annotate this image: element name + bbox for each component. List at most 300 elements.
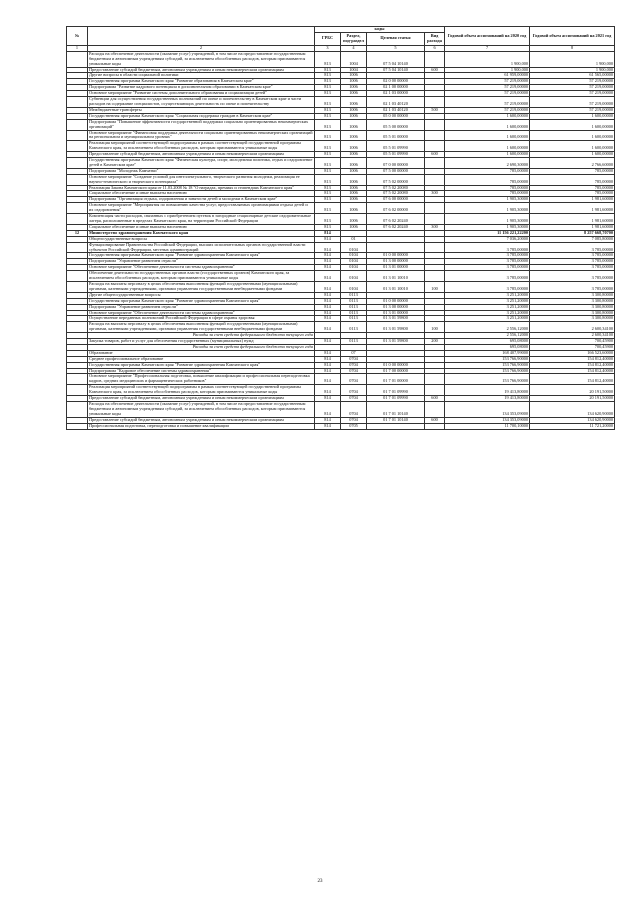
row-sum-2021: 1 600,00000 xyxy=(530,141,615,152)
row-grbs: 814 xyxy=(315,316,341,322)
row-name: Профессиональная подготовка, переподготовка и повышение квалификации xyxy=(88,423,315,429)
row-name: Государственная программа Камчатского края "Развитие образования в Камчатском крае" xyxy=(88,79,315,85)
row-name: Расходы за счет средств федерального бюджета текущего года xyxy=(88,333,315,339)
row-number xyxy=(67,385,88,396)
row-name: Государственная программа Камчатского края "Физическая культура, спорт, молодежная политика, отдых и оздоровление детей в Камчатском крае" xyxy=(88,158,315,169)
row-target-article: 05 5 01 00000 xyxy=(367,130,425,141)
header-num: № xyxy=(67,27,88,46)
row-number xyxy=(67,242,88,253)
row-grbs: 814 xyxy=(315,374,341,385)
row-sum-2021: 3 785,00000 xyxy=(530,253,615,259)
row-razdel: 0104 xyxy=(341,265,367,271)
row-razdel: 1006 xyxy=(341,130,367,141)
row-razdel: 0104 xyxy=(341,242,367,253)
row-name: Образование xyxy=(88,350,315,356)
row-sum-2021: 3 785,00000 xyxy=(530,271,615,282)
row-sum-2021: 134 620,90000 xyxy=(530,417,615,423)
table-row xyxy=(67,97,615,108)
row-name: Расходы на выплаты персоналу в целях обеспечения выполнения функций государственными (муниципальными) органами, казенными учреждениями, органами управления государственными внебюджетными фондами xyxy=(88,281,315,292)
row-target-article: 01 3 01 00000 xyxy=(367,265,425,271)
row-razdel: 0104 xyxy=(341,259,367,265)
row-sum-2020: 57 219,00000 xyxy=(445,107,530,113)
row-name: Министерство здравоохранения Камчатского края xyxy=(88,230,315,236)
row-razdel: 0704 xyxy=(341,417,367,423)
row-sum-2021: 154 812,40000 xyxy=(530,368,615,374)
table-row xyxy=(67,119,615,130)
table-row xyxy=(67,214,615,225)
row-sum-2021: 1 981,60000 xyxy=(530,214,615,225)
row-sum-2020: 19 413,80000 xyxy=(445,396,530,402)
row-razdel: 1006 xyxy=(341,197,367,203)
row-grbs: 814 xyxy=(315,265,341,271)
row-sum-2021: 154 812,40000 xyxy=(530,362,615,368)
row-razdel: 0104 xyxy=(341,253,367,259)
row-sum-2020: 695,08000 xyxy=(445,344,530,350)
row-sum-2021: 785,00000 xyxy=(530,185,615,191)
row-sum-2020: 3 251,20000 xyxy=(445,292,530,298)
row-grbs: 813 xyxy=(315,97,341,108)
row-target-article: 05 0 00 00000 xyxy=(367,113,425,119)
row-sum-2020: 153 766,90000 xyxy=(445,356,530,362)
row-sum-2020: 3 785,00000 xyxy=(445,281,530,292)
row-target-article: 02 0 00 00000 xyxy=(367,79,425,85)
row-expense-type xyxy=(425,242,445,253)
row-name: Расходы за счет средств федерального бюджета текущего года xyxy=(88,344,315,350)
row-grbs: 813 xyxy=(315,197,341,203)
row-target-article: 07 6 02 20240 xyxy=(367,214,425,225)
row-grbs: 814 xyxy=(315,298,341,304)
row-grbs: 814 xyxy=(315,322,341,333)
column-index-cell: 3 xyxy=(315,45,341,51)
row-target-article: 07 0 00 00000 xyxy=(367,158,425,169)
row-name: Межбюджетные трансферты xyxy=(88,107,315,113)
row-number xyxy=(67,119,88,130)
row-expense-type xyxy=(425,158,445,169)
row-name: Расходы на обеспечение деятельности (оказание услуг) учреждений, в том числе на предоставление государственным бюджетным и автономным учреждениям субсидий, за исключением обособленных расходов, которым присваиваются уникальные коды xyxy=(88,402,315,418)
row-sum-2020: 3 251,20000 xyxy=(445,310,530,316)
row-sum-2020: 153 766,90000 xyxy=(445,374,530,385)
row-sum-2020: 3 785,00000 xyxy=(445,253,530,259)
row-expense-type xyxy=(425,385,445,396)
row-name: Расходы на выплаты персоналу в целях обеспечения выполнения функций государственными (муниципальными) органами, казенными учреждениями, органами управления государственными внебюджетными фондами xyxy=(88,322,315,333)
row-expense-type: 600 xyxy=(425,396,445,402)
header-expense-type: Вид расхода xyxy=(425,32,445,45)
row-name: Государственная программа Камчатского края "Развитие здравоохранения Камчатского края" xyxy=(88,362,315,368)
row-sum-2020: 1 600,00000 xyxy=(445,119,530,130)
row-sum-2020: 785,00000 xyxy=(445,174,530,185)
row-grbs: 814 xyxy=(315,292,341,298)
row-sum-2021: 61 565,00000 xyxy=(530,73,615,79)
row-name: Социальное обеспечение и иные выплаты населению xyxy=(88,224,315,230)
row-sum-2020: 3 251,20000 xyxy=(445,316,530,322)
row-razdel: 1006 xyxy=(341,168,367,174)
row-razdel: 0704 xyxy=(341,368,367,374)
row-razdel: 0113 xyxy=(341,298,367,304)
row-name: Основное мероприятие "Финансовая поддержка деятельности социально ориентированных некоммерческих организаций на региональном и муниципальном уровнях" xyxy=(89,130,313,140)
row-expense-type: 300 xyxy=(425,191,445,197)
table-row xyxy=(67,402,615,418)
row-number xyxy=(67,158,88,169)
row-sum-2021: 1 981,60000 xyxy=(530,197,615,203)
row-sum-2021: 3 300,80000 xyxy=(530,310,615,316)
row-name: Предоставление субсидий бюджетным, автономным учреждениям и иным некоммерческим организациям xyxy=(88,152,315,158)
row-sum-2021: 700,45900 xyxy=(530,344,615,350)
row-grbs: 814 xyxy=(315,339,341,345)
row-expense-type: 600 xyxy=(425,417,445,423)
column-index-cell: 4 xyxy=(341,45,367,51)
row-target-article: 01 3 01 00000 xyxy=(367,310,425,316)
table-row xyxy=(67,141,615,152)
row-target-article: 01 0 00 00000 xyxy=(367,362,425,368)
row-razdel: 1006 xyxy=(341,203,367,214)
row-sum-2020: 3 785,00000 xyxy=(445,259,530,265)
table-row xyxy=(67,174,615,185)
row-sum-2020: 153 766,90000 xyxy=(445,362,530,368)
row-sum-2021: 134 620,90000 xyxy=(530,402,615,418)
table-row xyxy=(67,374,615,385)
row-grbs: 814 xyxy=(315,396,341,402)
row-grbs: 814 xyxy=(315,253,341,259)
row-target-article: 01 0 00 00000 xyxy=(367,253,425,259)
row-expense-type xyxy=(425,130,445,141)
row-target-article: 01 7 01 09990 xyxy=(367,385,425,396)
row-sum-2020: 1 600,00000 xyxy=(445,113,530,119)
row-target-article: 01 7 01 00000 xyxy=(367,374,425,385)
table-row xyxy=(67,158,615,169)
row-sum-2020: 11 700,10000 xyxy=(445,423,530,429)
row-sum-2020: 1 900,000 xyxy=(445,67,530,73)
row-sum-2020: 19 413,80000 xyxy=(445,385,530,396)
row-sum-2020: 57 219,00000 xyxy=(445,97,530,108)
row-grbs: 813 xyxy=(315,130,341,141)
row-number xyxy=(67,203,88,214)
row-grbs: 814 xyxy=(315,356,341,362)
row-target-article: 01 3 01 59800 xyxy=(367,316,425,322)
row-sum-2020: 153 766,90000 xyxy=(445,368,530,374)
row-grbs: 813 xyxy=(315,67,341,73)
row-name: Основное мероприятие "Развитие системы дополнительного образования и социализации детей" xyxy=(88,91,315,97)
row-sum-2020: 3 785,00000 xyxy=(445,265,530,271)
row-expense-type xyxy=(425,402,445,418)
table-row xyxy=(67,242,615,253)
row-razdel: 0113 xyxy=(341,304,367,310)
row-sum-2021: 785,00000 xyxy=(530,168,615,174)
row-target-article: 01 7 01 10140 xyxy=(367,417,425,423)
row-sum-2021: 1 981,60000 xyxy=(530,203,615,214)
row-grbs: 813 xyxy=(315,91,341,97)
row-sum-2020: 3 251,20000 xyxy=(445,298,530,304)
row-target-article: 05 5 01 09990 xyxy=(367,141,425,152)
row-sum-2020: 134 353,09000 xyxy=(445,417,530,423)
row-target-article: 05 5 01 09990 xyxy=(367,152,425,158)
row-sum-2020: 1 600,00000 xyxy=(445,141,530,152)
row-expense-type xyxy=(425,51,445,67)
header-sum-2020: Годовой объем ассигнований на 2020 год xyxy=(445,27,530,46)
row-grbs: 813 xyxy=(315,119,341,130)
row-name: Предоставление субсидий бюджетным, автономным учреждениям и иным некоммерческим организациям xyxy=(88,417,315,423)
row-razdel: 0113 xyxy=(341,310,367,316)
row-sum-2020: 695,08000 xyxy=(445,339,530,345)
row-razdel: 1006 xyxy=(341,224,367,230)
table-row xyxy=(67,130,615,141)
row-expense-type xyxy=(425,203,445,214)
row-razdel: 0704 xyxy=(341,385,367,396)
row-sum-2020: 1 900,000 xyxy=(445,51,530,67)
row-razdel: 1004 xyxy=(341,51,367,67)
row-grbs: 814 xyxy=(315,417,341,423)
header-codes: коды xyxy=(315,27,445,33)
row-sum-2020: 3 251,20000 xyxy=(445,304,530,310)
row-expense-type: 600 xyxy=(425,152,445,158)
table-row xyxy=(67,271,615,282)
table-row xyxy=(67,322,615,333)
row-target-article: 07 5 00 00000 xyxy=(367,168,425,174)
header-grbs: ГРБС xyxy=(315,32,341,45)
row-razdel: 1006 xyxy=(341,85,367,91)
row-sum-2021: 3 785,00000 xyxy=(530,265,615,271)
row-grbs: 813 xyxy=(315,73,341,79)
row-razdel: 1006 xyxy=(341,214,367,225)
row-name: Другие вопросы в области социальной политики xyxy=(88,73,315,79)
row-grbs: 813 xyxy=(315,203,341,214)
row-name: Закупка товаров, работ и услуг для обеспечения государственных (муниципальных) нужд xyxy=(88,339,315,345)
table-row xyxy=(67,203,615,214)
row-name: Обеспечение деятельности государственных органов власти (государственных органов) Камчатского края, за исключением обособленных расходов, которым присваиваются уникальные коды xyxy=(88,271,315,282)
row-sum-2021: 1 981,60000 xyxy=(530,224,615,230)
row-number xyxy=(67,130,88,141)
row-name: Подпрограмма "Молодежь Камчатки" xyxy=(88,168,315,174)
row-sum-2021: 3 785,00000 xyxy=(530,259,615,265)
row-expense-type: 300 xyxy=(425,224,445,230)
row-expense-type: 100 xyxy=(425,281,445,292)
row-expense-type xyxy=(425,271,445,282)
row-number xyxy=(67,374,88,385)
budget-table xyxy=(66,26,615,430)
row-expense-type xyxy=(425,423,445,429)
row-grbs: 813 xyxy=(315,158,341,169)
table-row xyxy=(67,423,615,429)
row-name: Государственная программа Камчатского края "Развитие здравоохранения Камчатского края" xyxy=(88,253,315,259)
row-target-article xyxy=(367,423,425,429)
row-sum-2021: 154 812,40000 xyxy=(530,356,615,362)
row-grbs: 813 xyxy=(315,214,341,225)
row-sum-2021: 166 523,60000 xyxy=(530,350,615,356)
row-sum-2021: 20 191,50000 xyxy=(530,396,615,402)
row-sum-2020: 1 905,30000 xyxy=(445,214,530,225)
row-sum-2021: 154 812,40000 xyxy=(530,374,615,385)
header-target-article: Целевая статья xyxy=(367,32,425,45)
row-grbs: 813 xyxy=(315,107,341,113)
row-name: Субвенции для осуществления государственных полномочий по опеке и попечительству в Камчатском крае и части расходов на содержание специалистов, осуществляющих деятельность по опеке и попечительству xyxy=(88,97,315,108)
row-sum-2020: 2 556,12000 xyxy=(445,333,530,339)
row-sum-2020: 168 407,99000 xyxy=(445,350,530,356)
row-sum-2020: 2 556,12000 xyxy=(445,322,530,333)
row-name: Основное мероприятие "Обеспечение деятельности системы здравоохранения" xyxy=(88,310,315,316)
row-sum-2021: 3 300,80000 xyxy=(530,304,615,310)
row-sum-2021: 1 900,000 xyxy=(530,67,615,73)
header-name xyxy=(88,27,315,46)
row-expense-type: 500 xyxy=(425,107,445,113)
row-number xyxy=(67,281,88,292)
row-razdel: 0113 xyxy=(341,339,367,345)
row-razdel: 1004 xyxy=(341,67,367,73)
row-sum-2020: 57 219,00000 xyxy=(445,91,530,97)
row-razdel: 0704 xyxy=(341,402,367,418)
row-name: Подпрограмма "Развитие кадрового потенциала в дополнительном образовании в Камчатском крае" xyxy=(88,85,315,91)
row-sum-2021: 3 785,00000 xyxy=(530,281,615,292)
row-sum-2020: 785,00000 xyxy=(445,168,530,174)
row-grbs: 814 xyxy=(315,385,341,396)
row-name: Среднее профессиональное образование xyxy=(88,356,315,362)
row-grbs: 814 xyxy=(315,236,341,242)
row-target-article: 07 6 02 20240 xyxy=(367,224,425,230)
row-sum-2021: 8 257 668,70700 xyxy=(530,230,615,236)
row-sum-2021: 3 300,80000 xyxy=(530,292,615,298)
row-expense-type xyxy=(425,174,445,185)
row-target-article: 07 5 02 00000 xyxy=(367,174,425,185)
row-sum-2021: 785,00000 xyxy=(530,174,615,185)
row-razdel: 1006 xyxy=(341,91,367,97)
row-grbs: 813 xyxy=(315,224,341,230)
table-header xyxy=(67,27,615,52)
row-expense-type xyxy=(425,214,445,225)
row-sum-2021: 11 721,20000 xyxy=(530,423,615,429)
row-name: Компенсация части расходов, связанных с приобретением путевок в загородные стационарные детские оздоровительные лагеря, расположенные в пределах Камчатского края, на территории Российской Федерации xyxy=(88,214,315,225)
row-razdel: 0113 xyxy=(341,316,367,322)
row-grbs: 813 xyxy=(315,174,341,185)
table-row xyxy=(67,51,615,67)
row-grbs: 814 xyxy=(315,362,341,368)
row-expense-type xyxy=(425,119,445,130)
row-grbs: 813 xyxy=(315,191,341,197)
row-razdel: 1006 xyxy=(341,79,367,85)
row-sum-2021: 1 900,000 xyxy=(530,51,615,67)
column-index-cell: 8 xyxy=(530,45,615,51)
row-number xyxy=(67,322,88,333)
column-index-cell: 7 xyxy=(445,45,530,51)
row-sum-2021: 2 600,34100 xyxy=(530,322,615,333)
row-razdel: 1006 xyxy=(341,113,367,119)
row-sum-2020: 785,00000 xyxy=(445,185,530,191)
row-sum-2020: 11 156 221,22200 xyxy=(445,230,530,236)
row-sum-2020: 61 959,00000 xyxy=(445,73,530,79)
row-name: Предоставление субсидий бюджетным, автономным учреждениям и иным некоммерческим организациям xyxy=(88,67,315,73)
row-grbs: 814 xyxy=(315,230,341,236)
table-row xyxy=(67,281,615,292)
row-razdel: 1006 xyxy=(341,191,367,197)
row-razdel: 0113 xyxy=(341,292,367,298)
row-sum-2021: 57 219,00000 xyxy=(530,85,615,91)
row-target-article: 07 5 02 20080 xyxy=(367,185,425,191)
row-sum-2021: 1 600,00000 xyxy=(530,119,615,130)
row-razdel: 1006 xyxy=(341,73,367,79)
row-sum-2021: 3 300,80000 xyxy=(530,316,615,322)
table-row xyxy=(67,385,615,396)
row-sum-2021: 20 191,50000 xyxy=(530,385,615,396)
row-sum-2021: 57 219,00000 xyxy=(530,79,615,85)
row-sum-2020: 1 905,30000 xyxy=(445,197,530,203)
row-expense-type xyxy=(425,97,445,108)
row-sum-2021: 2 600,34100 xyxy=(530,333,615,339)
row-target-article: 07 6 02 00000 xyxy=(367,203,425,214)
row-name: Общегосударственные вопросы xyxy=(88,236,315,242)
row-name: Расходы на обеспечение деятельности (оказание услуг) учреждений, в том числе на предоставление государственным бюджетным и автономным учреждениям субсидий, за исключением обособленных расходов, которым присваиваются уникальные коды xyxy=(88,51,315,67)
row-razdel: 0104 xyxy=(341,271,367,282)
row-sum-2020: 2 690,30000 xyxy=(445,158,530,169)
row-razdel: 1006 xyxy=(341,97,367,108)
row-razdel: 0113 xyxy=(341,322,367,333)
row-sum-2021: 57 219,00000 xyxy=(530,91,615,97)
row-name: Предоставление субсидий бюджетным, автономным учреждениям и иным некоммерческим организациям xyxy=(88,396,315,402)
row-sum-2020: 1 600,00000 xyxy=(445,152,530,158)
row-sum-2020: 1 905,30000 xyxy=(445,203,530,214)
row-sum-2020: 7 036,20000 xyxy=(445,236,530,242)
row-target-article: 02 1 03 00000 xyxy=(367,91,425,97)
row-name: Осуществление переданных полномочий Российской Федерации в сфере охраны здоровья xyxy=(88,316,315,322)
row-grbs: 814 xyxy=(315,423,341,429)
row-name: Основное мероприятие "Мероприятия по повышению качества услуг, предоставляемых организациями отдыха детей и их оздоровления" xyxy=(88,203,315,214)
page-number: 23 xyxy=(317,879,323,884)
row-name: Подпрограмма "Организация отдыха, оздоровления и занятости детей и молодежи в Камчатском крае" xyxy=(88,197,315,203)
header-sum-2021: Годовой объем ассигнований на 2021 год xyxy=(530,27,615,46)
row-expense-type xyxy=(425,374,445,385)
row-razdel: 1006 xyxy=(341,152,367,158)
row-name: Подпрограмма "Повышение эффективности государственной поддержки социально ориентированных некоммерческих организаций" xyxy=(88,119,315,130)
row-grbs: 813 xyxy=(315,185,341,191)
row-grbs: 814 xyxy=(315,259,341,265)
row-expense-type: 100 xyxy=(425,322,445,333)
row-sum-2021: 3 785,00000 xyxy=(530,242,615,253)
header-razdel: Раздел, под-раздел xyxy=(341,32,367,45)
row-grbs: 813 xyxy=(315,141,341,152)
row-name: Основное мероприятие "Профессиональная подготовка, повышение квалификации и профессиональная переподготовка кадров, средних медицинских и фармацевтических работников" xyxy=(88,374,315,385)
row-target-article: 07 5 04 10140 xyxy=(367,51,425,67)
row-expense-type: 200 xyxy=(425,339,445,345)
row-razdel: 0704 xyxy=(341,396,367,402)
row-name: Реализация Закона Камчатского края от 11.03.2008 № 18 "О наградах, премиях и стипендиях Камчатского края" xyxy=(88,185,315,191)
row-grbs: 814 xyxy=(315,350,341,356)
row-razdel: 1006 xyxy=(341,119,367,130)
row-target-article: 01 3 00 00000 xyxy=(367,259,425,265)
row-name: Государственная программа Камчатского края "Социальная поддержка граждан в Камчатском крае" xyxy=(88,113,315,119)
row-target-article: 01 7 01 10140 xyxy=(367,402,425,418)
row-razdel: 1006 xyxy=(341,107,367,113)
row-number xyxy=(67,271,88,282)
row-number: 12 xyxy=(67,230,88,236)
row-target-article: 01 7 00 00000 xyxy=(367,368,425,374)
row-sum-2021: 1 600,00000 xyxy=(530,152,615,158)
row-name: Социальное обеспечение и иные выплаты населению xyxy=(88,191,315,197)
column-index-cell: 5 xyxy=(367,45,425,51)
row-sum-2021: 57 219,00000 xyxy=(530,97,615,108)
row-grbs: 814 xyxy=(315,242,341,253)
row-sum-2021: 57 219,00000 xyxy=(530,107,615,113)
row-razdel: 0104 xyxy=(341,281,367,292)
row-grbs: 814 xyxy=(315,402,341,418)
row-name: Подпрограмма "Управление развитием отрасли" xyxy=(88,304,315,310)
row-target-article: 02 1 00 00000 xyxy=(367,85,425,91)
row-target-article: 01 3 01 59800 xyxy=(367,339,425,345)
row-expense-type xyxy=(425,141,445,152)
row-target-article: 07 6 00 00000 xyxy=(367,197,425,203)
row-grbs: 813 xyxy=(315,85,341,91)
row-sum-2020: 57 219,00000 xyxy=(445,85,530,91)
row-target-article: 02 1 03 40120 xyxy=(367,107,425,113)
row-grbs: 813 xyxy=(315,51,341,67)
row-number xyxy=(67,97,88,108)
row-target-article: 01 3 00 00000 xyxy=(367,304,425,310)
column-index-cell: 1 xyxy=(67,45,88,51)
